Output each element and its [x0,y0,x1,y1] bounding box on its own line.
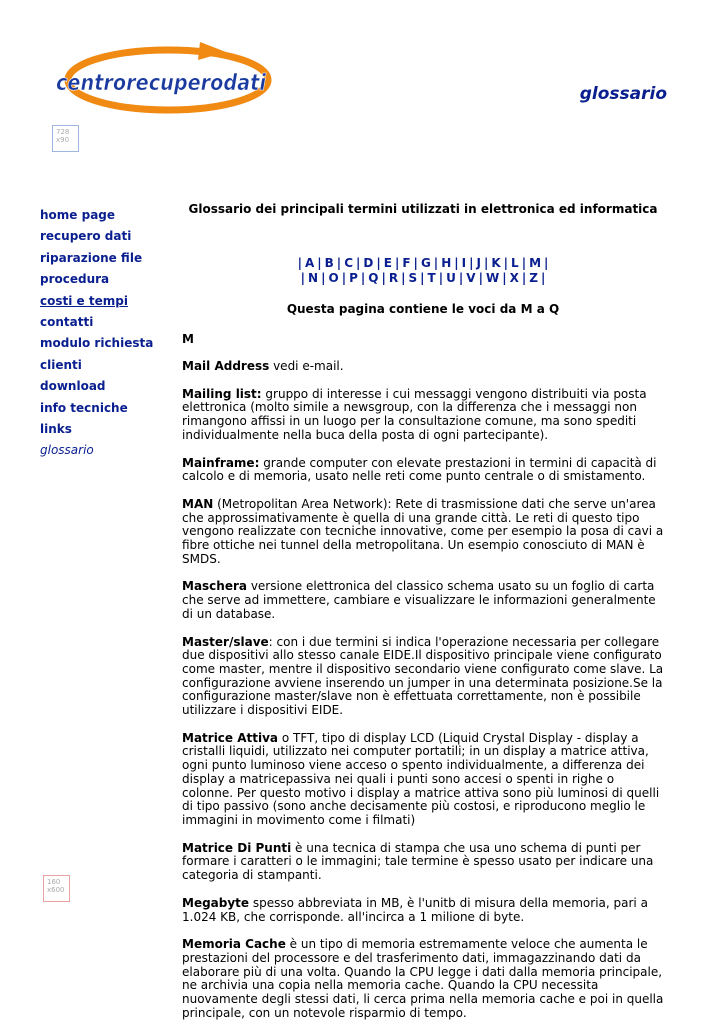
alphabet-row [182,271,664,286]
alphabet-link-n[interactable]: N [308,271,319,285]
sidebar-item-contatti[interactable]: contatti [40,315,94,330]
alphabet-link-s[interactable]: S [408,271,418,285]
alphabet-link-h[interactable]: H [441,256,452,270]
sidebar-item-home-page[interactable]: home page [40,208,116,222]
glossary-definition: spesso abbreviata in MB, è l'unitb di misura della memoria, pari a 1.024 KB, che corrisponde. all'incirca a 1 milione di byte. [182,895,648,924]
alphabet-link-d[interactable]: D [363,256,374,270]
alphabet-separator: | [360,271,366,285]
glossary-definition: grande computer con elevate prestazioni in termini di capacità di calcolo e di memoria, usato nelle reti come punto centrale o di smistamento. [182,455,657,484]
alphabet-separator: | [321,271,326,285]
sidebar-item-costi-e-tempi[interactable]: costi e tempi [40,293,128,308]
sidebar-item-riparazione-file[interactable]: riparazione file [40,250,143,265]
sidebar-item-modulo-richiesta[interactable]: modulo richiesta [40,336,154,351]
glossary-entry [182,897,664,924]
glossary-term: MAN [182,496,214,511]
glossary-definition: vedi e-mail. [269,359,344,373]
alphabet-link-u[interactable]: U [446,271,456,285]
glossary-definition: è un tipo di memoria estremamente veloce che aumenta le prestazioni del processore e del trasferimento dati, immagazzinando dati da elaborare più di una volta. Quando la CPU legge i dati dalla memoria principale, ne archivia una copia nella memoria cache. Quando la CPU necessita nuovamente degli stessi dati, li cerca prima nella memoria cache e poi in quella principale, con un notevole risparmio di tempo. [182,937,664,1020]
alphabet-link-o[interactable]: O [328,271,339,285]
glossary-definition: versione elettronica del classico schema usato su un foglio di carta che serve ad immettere, cambiare e visualizzare le informazioni generalmente di un database. [182,579,656,621]
alphabet-link-v[interactable]: V [466,271,476,285]
glossary-entry [182,360,664,374]
glossary-term: Maschera [182,579,247,594]
alphabet-separator: | [297,256,302,270]
alphabet-separator: | [502,271,507,285]
ad-banner-side[interactable]: 160 x600 [43,875,70,902]
sidebar-item-info-tecniche[interactable]: info tecniche [40,400,128,415]
glossary-term: Matrice Di Punti [182,840,292,855]
alphabet-link-g[interactable]: G [420,256,431,270]
alphabet-separator: | [478,271,483,285]
glossary-entry [182,732,664,828]
alphabet-link-e[interactable]: E [383,256,392,270]
glossary-entry [182,842,664,883]
alphabet-row [182,256,664,271]
alphabet-link-z[interactable]: Z [529,271,538,285]
alphabet-link-l[interactable]: L [511,256,519,270]
alphabet-separator: | [420,271,425,285]
glossary-term: Memoria Cache [182,937,286,952]
glossary-definition: gruppo di interesse i cui messaggi vengono distribuiti via posta elettronica (molto simile a newsgroup, con la differenza che i messaggi non rimangono affissi in un luogo per la consultazione comune, ma sono spediti individualmente nella buca della posta di ogni partecipante). [182,386,647,442]
alphabet-link-q[interactable]: Q [368,271,379,285]
glossary-term: Matrice Attiva [182,730,279,745]
alphabet-separator: | [394,256,400,270]
alphabet-separator: | [458,271,464,285]
alphabet-link-a[interactable]: A [304,256,315,270]
alphabet-separator: | [433,256,439,270]
alphabet-separator: | [401,271,406,285]
glossary-term: Mailing list: [182,386,262,401]
sidebar-item-recupero-dati[interactable]: recupero dati [40,229,132,244]
sidebar-item-procedura[interactable]: procedura [40,272,110,287]
alphabet-separator: | [381,271,386,285]
alphabet-link-i[interactable]: I [461,256,467,270]
glossary-entry [182,457,664,484]
sidebar-item-links[interactable]: links [40,422,72,437]
alphabet-separator: | [317,256,322,270]
sidebar-item-download[interactable]: download [40,379,106,394]
glossary-entry [182,636,664,718]
glossary-definition: (Metropolitan Area Network): Rete di trasmissione dati che serve un'area che approssimativamente è quella di una grande città. Le reti di questo tipo vengono realizzate con tecniche innovative, come per esempio la posa di cavi a fibre ottiche nei tunnel della metropolitana. Un esempio conosciuto di MAN è SMDS. [182,496,664,566]
section-letter: M [182,332,194,346]
page-title: glossario [579,84,667,104]
alphabet-link-b[interactable]: B [324,256,334,270]
alphabet-separator: | [483,256,489,270]
content-heading: Glossario dei principali termini utilizzati in elettronica ed informatica [188,202,658,216]
alphabet-separator: | [469,256,474,270]
alphabet-separator: | [521,271,527,285]
logo-text: centrorecuperodati [56,71,267,96]
alphabet-link-k[interactable]: K [491,256,501,270]
alphabet-link-w[interactable]: W [485,271,500,285]
glossary-definition: è una tecnica di stampa che usa uno schema di punti per formare i caratteri o le immagini; tale termine è spesso usato per indicare una categoria di stampanti. [182,840,654,883]
page-range-subheading: Questa pagina contiene le voci da M a Q [286,302,560,316]
ad-banner-top[interactable]: 728 x90 [52,125,79,152]
alphabet-separator: | [300,271,306,285]
alphabet-index [182,256,664,286]
glossary-entry [182,580,664,621]
alphabet-separator: | [544,256,549,270]
alphabet-separator: | [376,256,381,270]
sidebar-item-clienti[interactable]: clienti [40,357,82,372]
alphabet-separator: | [503,256,509,270]
alphabet-link-j[interactable]: J [476,256,481,270]
glossary-definition: o TFT, tipo di display LCD (Liquid Crystal Display - display a cristalli liquidi, utilizzato nei computer portatili; in un display a matrice attiva, ogni punto luminoso viene acceso o spento individualmente, a differenza dei display a matricepassiva nei quali i punti sono accesi o spenti in righe o colonne. Per questo motivo i display a matrice attiva sono più luminosi di quelli di tipo passivo (sono anche decisamente più costosi, e riproducono meglio le immagini in movimento come i filmati) [182,730,660,827]
sidebar-nav [40,205,160,462]
alphabet-link-r[interactable]: R [388,271,399,285]
glossary-entry [182,498,664,567]
glossary-entry [182,938,664,1020]
glossary-entries [182,360,664,1020]
sidebar-item-glossario[interactable]: glossario [40,443,94,458]
alphabet-separator: | [521,256,527,270]
alphabet-link-t[interactable]: T [427,271,436,285]
glossary-term: Mail Address [182,359,270,373]
site-logo[interactable] [50,38,272,118]
alphabet-link-c[interactable]: C [344,256,353,270]
alphabet-separator: | [413,256,418,270]
glossary-term: Master/slave [182,634,269,649]
alphabet-separator: | [540,271,546,285]
glossary-term: Mainframe: [182,455,260,470]
glossary-definition: : con i due termini si indica l'operazione necessaria per collegare due dispositivi allo stesso canale EIDE.Il dispositivo principale viene configurato come master, mentre il dispositivo secondario viene configurato come slave. La configurazione avviene inserendo un jumper in una determinata posizione.Se la configurazione master/slave non è effettuata correttamente, non è possibile utilizzare i dispositivi EIDE. [182,634,664,718]
alphabet-link-p[interactable]: P [349,271,358,285]
glossary-entry [182,388,664,443]
alphabet-separator: | [454,256,459,270]
alphabet-link-x[interactable]: X [509,271,519,285]
alphabet-separator: | [341,271,347,285]
alphabet-link-m[interactable]: M [529,256,542,270]
alphabet-link-f[interactable]: F [402,256,411,270]
alphabet-separator: | [336,256,342,270]
glossary-term: Megabyte [182,895,250,910]
main-content [182,196,664,1020]
alphabet-separator: | [356,256,361,270]
alphabet-separator: | [438,271,444,285]
